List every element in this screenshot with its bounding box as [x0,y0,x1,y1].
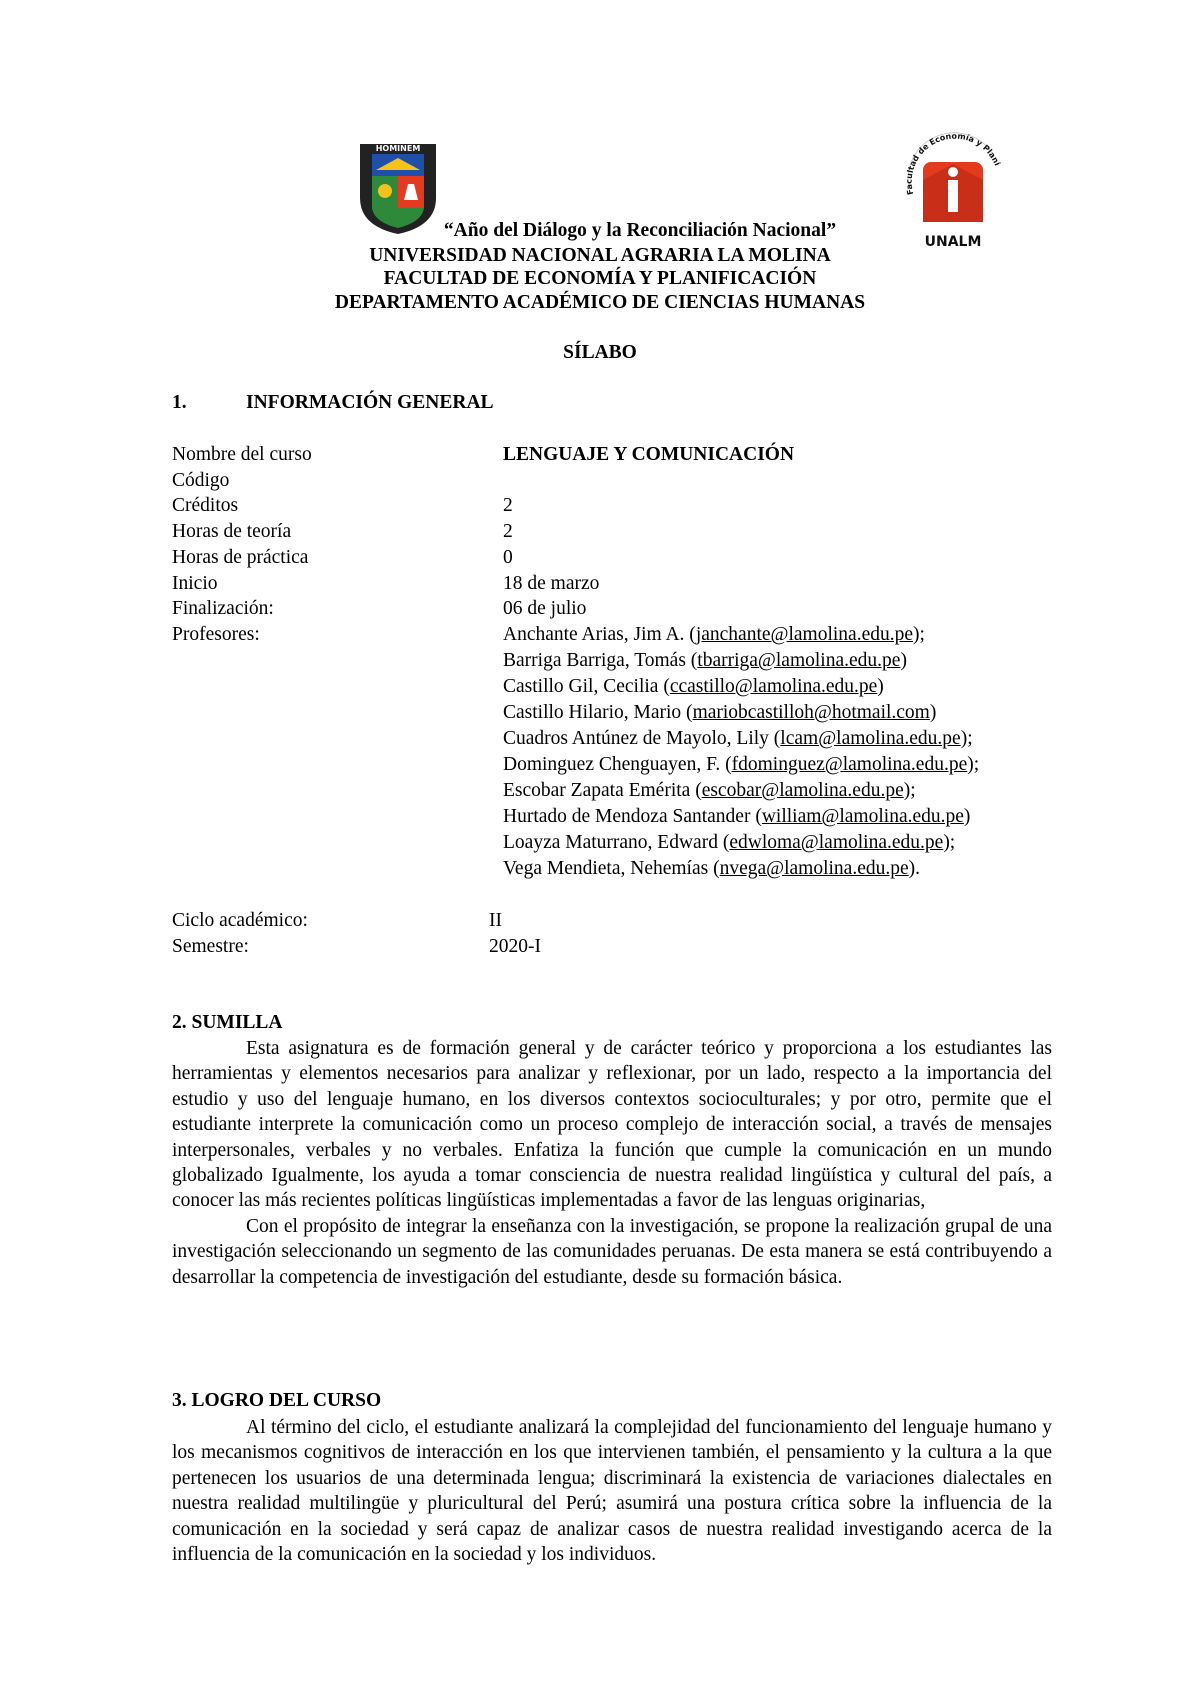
professor-name: Escobar Zapata Emérita ( [503,780,702,801]
professor-name: Cuadros Antúnez de Mayolo, Lily ( [503,728,781,749]
professor-tail: ); [967,754,980,775]
svg-text:HOMINEM: HOMINEM [375,144,421,153]
professor-email-link[interactable]: edwloma@lamolina.edu.pe [729,832,944,853]
professor-name: Loayza Maturrano, Edward ( [503,832,730,853]
professor-tail: ) [963,806,971,827]
professor-email-link[interactable]: ccastillo@lamolina.edu.pe [669,676,878,697]
semester-value: 2020-I [489,936,541,957]
professor-tail: ); [960,728,973,749]
professor-line [503,778,1053,804]
sumilla-paragraph-2: Con el propósito de integrar la enseñanza con la investigación, se propone la realización grupal de una investigación seleccionando un segmento de las comunidades peruanas. De esta manera se está contribuyendo a desarrollar la competencia de investigación del estudiante, desde su formación básica. [172,1215,1052,1288]
professor-email-link[interactable]: nvega@lamolina.edu.pe [719,858,909,879]
professors-label: Profesores: [172,624,260,645]
start-label: Inicio [172,573,218,594]
professor-email-link[interactable]: mariobcastilloh@hotmail.com [692,702,930,723]
sumilla-text [172,1036,1052,1290]
section-2-title: 2. SUMILLA [172,1012,283,1033]
practice-hours-value: 0 [503,547,513,568]
course-name-value: LENGUAJE Y COMUNICACIÓN [503,444,795,465]
professor-email-link[interactable]: fdominguez@lamolina.edu.pe [731,754,968,775]
professor-tail: ) [877,676,884,697]
theory-hours-value: 2 [503,521,513,542]
professor-line [503,752,1053,778]
professor-line [503,700,1053,726]
year-motto: “Año del Diálogo y la Reconciliación Nacional” [443,220,837,241]
university-name: UNIVERSIDAD NACIONAL AGRARIA LA MOLINA [369,245,831,266]
credits-label: Créditos [172,495,239,516]
professor-tail: ). [908,858,921,879]
cycle-label: Ciclo académico: [172,910,308,931]
section-3-title: 3. LOGRO DEL CURSO [172,1390,382,1411]
section-1-title: INFORMACIÓN GENERAL [246,392,494,413]
faculty-name: FACULTAD DE ECONOMÍA Y PLANIFICACIÓN [383,268,817,289]
practice-hours-label: Horas de práctica [172,547,309,568]
professor-name: Vega Mendieta, Nehemías ( [503,858,720,879]
professor-name: Dominguez Chenguayen, F. ( [503,754,732,775]
professor-name: Anchante Arias, Jim A. ( [503,624,696,645]
professor-line [503,726,1053,752]
semester-label: Semestre: [172,936,249,957]
professor-name: Hurtado de Mendoza Santander ( [503,806,762,827]
start-value: 18 de marzo [503,573,600,594]
professor-line [503,648,1053,674]
department-name: DEPARTAMENTO ACADÉMICO DE CIENCIAS HUMANAS [334,292,866,313]
end-value: 06 de julio [503,598,587,619]
cycle-value: II [489,910,502,931]
logro-paragraph-1: Al término del ciclo, el estudiante analizará la complejidad del funcionamiento del lenguaje humano y los mecanismos cognitivos de interacción en los que intervienen también, el pensamiento y la cultura a la que pertenecen los usuarios de una determinada lengua; discriminará la existencia de variaciones dialectales en nuestra realidad multilingüe y pluricultural del Perú; asumirá una postura crítica sobre la influencia de la comunicación en la sociedad y será capaz de analizar casos de nuestra realidad investigando acerca de la influencia de la comunicación en la sociedad y los individuos. [172,1417,1052,1566]
svg-text:Facultad de Economía y Planifi: Facultad de Economía y Plani [904,131,1002,196]
professor-email-link[interactable]: janchante@lamolina.edu.pe [695,624,914,645]
logro-text [172,1415,1052,1567]
professor-email-link[interactable]: escobar@lamolina.edu.pe [701,780,904,801]
credits-value: 2 [503,495,513,516]
professor-line [503,674,1053,700]
end-label: Finalización: [172,598,274,619]
professor-email-link[interactable]: tbarriga@lamolina.edu.pe [697,650,901,671]
professor-line [503,622,1053,648]
professor-tail: ) [929,702,937,723]
professor-name: Castillo Hilario, Mario ( [503,702,693,723]
professor-tail: ); [943,832,956,853]
professor-tail: ); [903,780,916,801]
professor-name: Castillo Gil, Cecilia ( [503,676,670,697]
professor-line [503,856,1053,882]
section-1-number: 1. [172,392,187,413]
theory-hours-label: Horas de teoría [172,521,292,542]
course-name-label: Nombre del curso [172,444,312,465]
document-title: SÍLABO [563,342,637,363]
code-label: Código [172,470,230,491]
professor-email-link[interactable]: william@lamolina.edu.pe [761,806,964,827]
professor-tail: ) [900,650,907,671]
professor-tail: ); [913,624,925,645]
sumilla-paragraph-1: Esta asignatura es de formación general y de carácter teórico y proporciona a los estudiantes las herramientas y elementos necesarios para analizar y reflexionar, por un lado, respecto a la importancia del estudio y uso del lenguaje humano, en los diversos contextos socioculturales; y por otro, permite que el estudiante interprete la comunicación como un proceso complejo de interacción social, a través de mensajes interpersonales, verbales y no verbales. Enfatiza la función que cumple la comunicación en un mundo globalizado Igualmente, los ayuda a tomar consciencia de nuestra realidad lingüística y cultural del país, a conocer las más recientes políticas lingüísticas implementadas a favor de las lenguas originarias, [172,1038,1052,1212]
professor-email-link[interactable]: lcam@lamolina.edu.pe [780,728,961,749]
professor-name: Barriga Barriga, Tomás ( [503,650,698,671]
professor-line [503,804,1053,830]
unalm-caption: UNALM [924,234,982,250]
professor-line [503,830,1053,856]
